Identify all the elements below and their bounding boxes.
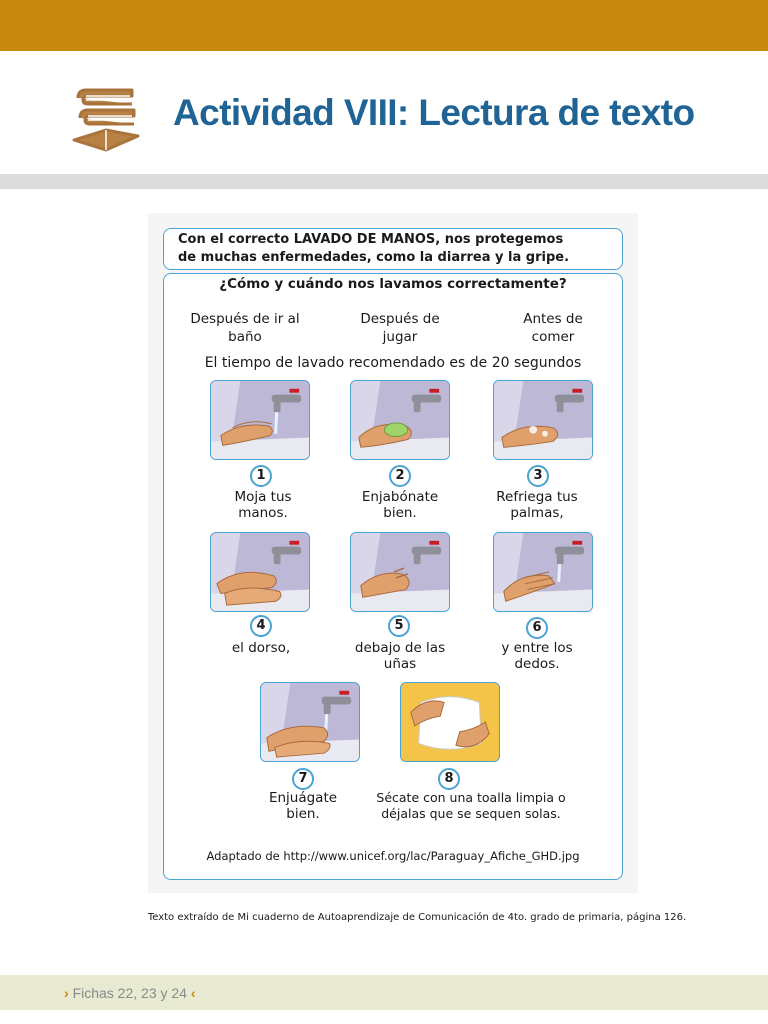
caption-line-1: Enjabónate bbox=[361, 489, 439, 505]
caption-line-2: déjalas que se sequen solas. bbox=[381, 806, 561, 821]
page-title: Actividad VIII: Lectura de texto bbox=[173, 92, 695, 133]
caption-line-1: Moja tus bbox=[234, 489, 292, 505]
step-number-8: 8 bbox=[438, 768, 460, 790]
step-number-1: 1 bbox=[250, 465, 272, 487]
step-caption-3 bbox=[462, 489, 612, 521]
caption-line-2: dedos. bbox=[514, 656, 560, 672]
intro-line-1: Con el correcto LAVADO DE MANOS, nos protegemos bbox=[178, 232, 564, 247]
poster-source: Adaptado de http://www.unicef.org/lac/Paraguay_Afiche_GHD.jpg bbox=[206, 849, 580, 863]
extract-note: Texto extraído de Mi cuaderno de Autoaprendizaje de Comunicación de 4to. grado de primaria, página 126. bbox=[147, 912, 687, 923]
step-number-3: 3 bbox=[527, 465, 549, 487]
time-note: El tiempo de lavado recomendado es de 20 segundos bbox=[204, 355, 582, 371]
step-3-illustration bbox=[493, 380, 593, 460]
when-item-after-playing bbox=[330, 310, 470, 346]
step-1-illustration bbox=[210, 380, 310, 460]
when-item-before-eating bbox=[483, 310, 623, 346]
chevron-left-icon: ‹ bbox=[190, 985, 196, 1001]
caption-line-2: bien. bbox=[383, 505, 417, 521]
caption-line-2: palmas, bbox=[510, 505, 564, 521]
step-caption-8 bbox=[356, 790, 586, 822]
header-divider bbox=[0, 174, 768, 189]
step-number-7: 7 bbox=[292, 768, 314, 790]
step-7-illustration bbox=[260, 682, 360, 762]
step-number-4: 4 bbox=[250, 615, 272, 637]
when-line-2: jugar bbox=[382, 329, 418, 345]
step-caption-5 bbox=[325, 640, 475, 672]
when-line-1: Después de ir al bbox=[190, 311, 300, 327]
footer-label-text: Fichas 22, 23 y 24 bbox=[72, 985, 187, 1001]
when-line-1: Después de bbox=[360, 311, 440, 327]
step-number-2: 2 bbox=[389, 465, 411, 487]
caption-line-2: uñas bbox=[383, 656, 417, 672]
footer-label bbox=[64, 985, 196, 1001]
when-line-1: Antes de bbox=[523, 311, 583, 327]
step-number-5: 5 bbox=[388, 615, 410, 637]
books-icon bbox=[70, 84, 142, 154]
top-color-bar bbox=[0, 0, 768, 51]
step-caption-2 bbox=[325, 489, 475, 521]
step-5-illustration bbox=[350, 532, 450, 612]
caption-line-1: y entre los bbox=[501, 640, 573, 656]
intro-line-2: de muchas enfermedades, como la diarrea y la gripe. bbox=[178, 250, 570, 265]
caption-line-2: manos. bbox=[238, 505, 288, 521]
caption-line-1: debajo de las bbox=[354, 640, 446, 656]
caption-line-1: el dorso, bbox=[231, 640, 291, 656]
step-4-illustration bbox=[210, 532, 310, 612]
caption-line-2: bien. bbox=[286, 806, 320, 822]
caption-line-1: Enjuágate bbox=[268, 790, 338, 806]
step-6-illustration bbox=[493, 532, 593, 612]
caption-line-1: Sécate con una toalla limpia o bbox=[376, 790, 566, 805]
poster-question: ¿Cómo y cuándo nos lavamos correctamente? bbox=[219, 276, 567, 292]
step-caption-6 bbox=[462, 640, 612, 672]
when-item-after-bathroom bbox=[175, 310, 315, 346]
when-line-2: baño bbox=[228, 329, 262, 345]
caption-line-1: Refriega tus bbox=[496, 489, 578, 505]
step-caption-4 bbox=[186, 640, 336, 656]
chevron-right-icon: › bbox=[64, 985, 69, 1001]
intro-box bbox=[163, 228, 623, 270]
step-8-illustration bbox=[400, 682, 500, 762]
when-line-2: comer bbox=[531, 329, 575, 345]
step-number-6: 6 bbox=[526, 617, 548, 639]
step-2-illustration bbox=[350, 380, 450, 460]
step-caption-1 bbox=[188, 489, 338, 521]
